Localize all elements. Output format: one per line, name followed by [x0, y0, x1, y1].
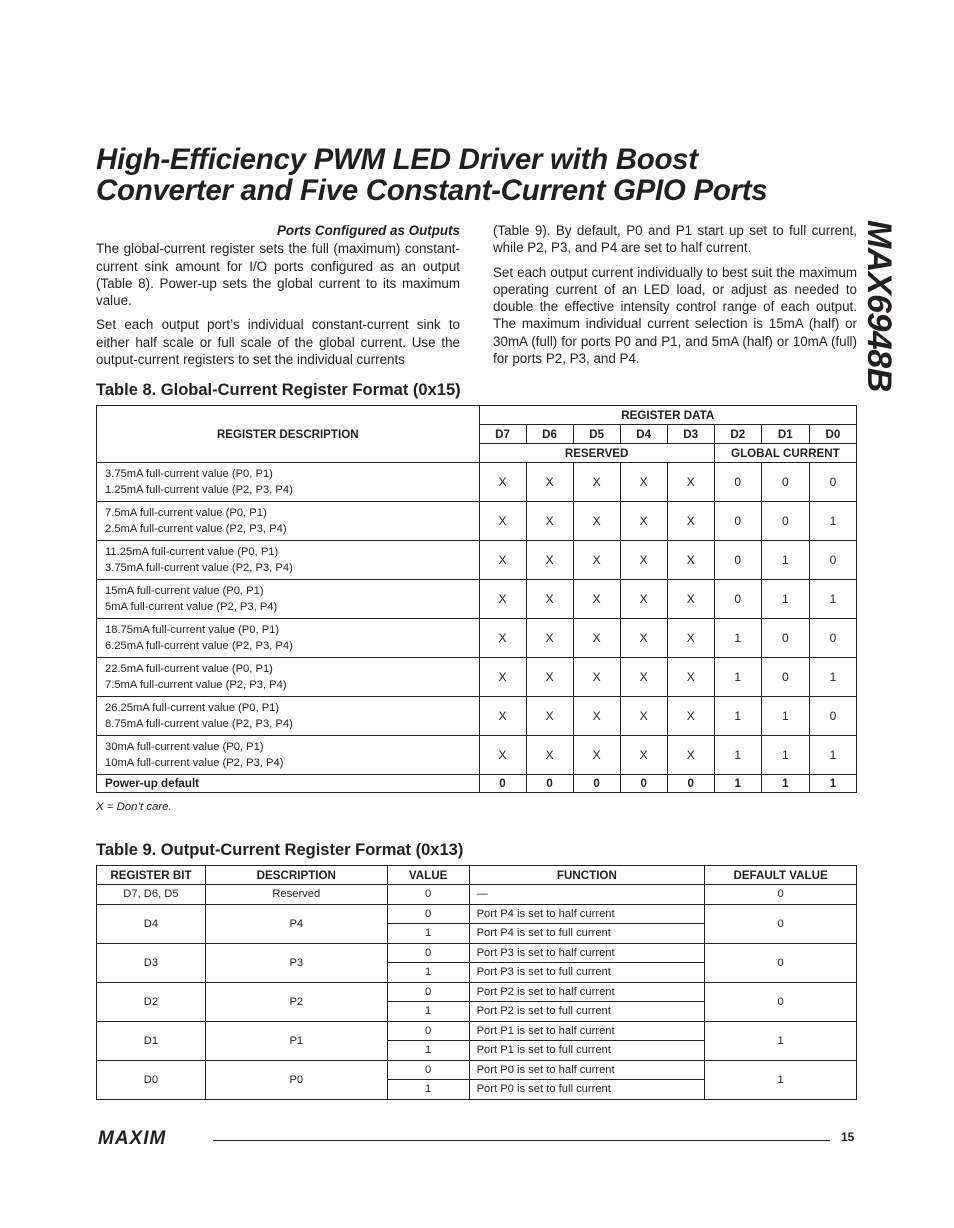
- header-bit: D2: [714, 425, 761, 444]
- bit-value-cell: X: [620, 502, 667, 541]
- value-cell: 0: [387, 1021, 469, 1041]
- powerup-value-cell: 0: [573, 775, 620, 793]
- description-cell: Reserved: [205, 885, 387, 905]
- table-row: [97, 736, 857, 775]
- register-bit-cell: D3: [97, 943, 206, 982]
- description-cell: P0: [205, 1060, 387, 1099]
- table8-caption: Table 8. Global-Current Register Format (0x15): [96, 381, 461, 399]
- table-row: [97, 982, 857, 1002]
- bit-value-cell: X: [667, 580, 714, 619]
- description-line: 22.5mA full-current value (P0, P1): [105, 663, 273, 675]
- register-bit-cell: D0: [97, 1060, 206, 1099]
- table-row: [97, 658, 857, 697]
- bit-value-cell: X: [479, 541, 526, 580]
- function-cell: Port P3 is set to half current: [469, 943, 705, 963]
- description-cell: P1: [205, 1021, 387, 1060]
- bit-value-cell: X: [573, 658, 620, 697]
- powerup-row: [97, 775, 857, 793]
- bit-value-cell: X: [526, 619, 573, 658]
- description-line: 10mA full-current value (P2, P3, P4): [105, 757, 284, 769]
- default-value-cell: 0: [705, 982, 857, 1021]
- value-cell: 1: [387, 1002, 469, 1022]
- description-cell: [97, 580, 480, 619]
- bit-value-cell: X: [526, 463, 573, 502]
- bit-value-cell: X: [479, 658, 526, 697]
- bit-value-cell: X: [479, 619, 526, 658]
- function-cell: Port P4 is set to full current: [469, 924, 705, 944]
- bit-value-cell: X: [526, 580, 573, 619]
- value-cell: 0: [387, 982, 469, 1002]
- table-row: [97, 1021, 857, 1041]
- bit-value-cell: X: [573, 619, 620, 658]
- register-bit-cell: D4: [97, 904, 206, 943]
- default-value-cell: 1: [705, 1060, 857, 1099]
- bit-value-cell: 0: [809, 697, 856, 736]
- global-current-table: [96, 405, 857, 793]
- bit-value-cell: 0: [809, 541, 856, 580]
- table-row: [97, 463, 857, 502]
- bit-value-cell: 1: [714, 736, 761, 775]
- table-row: [97, 502, 857, 541]
- function-cell: Port P1 is set to half current: [469, 1021, 705, 1041]
- bit-value-cell: 0: [761, 463, 809, 502]
- function-cell: —: [469, 885, 705, 905]
- bit-value-cell: X: [479, 580, 526, 619]
- description-cell: [97, 658, 480, 697]
- description-cell: [97, 619, 480, 658]
- function-cell: Port P0 is set to half current: [469, 1060, 705, 1080]
- output-current-table: [96, 865, 857, 1100]
- section-subheading: Ports Configured as Outputs: [276, 223, 460, 238]
- bit-value-cell: X: [573, 580, 620, 619]
- powerup-value-cell: 0: [620, 775, 667, 793]
- header-default-value: DEFAULT VALUE: [705, 866, 857, 885]
- value-cell: 1: [387, 1041, 469, 1061]
- register-bit-cell: D7, D6, D5: [97, 885, 206, 905]
- bit-value-cell: X: [667, 658, 714, 697]
- description-cell: [97, 463, 480, 502]
- value-cell: 0: [387, 904, 469, 924]
- bit-value-cell: X: [526, 502, 573, 541]
- header-register-description: REGISTER DESCRIPTION: [97, 406, 480, 463]
- bit-value-cell: 1: [714, 619, 761, 658]
- value-cell: 0: [387, 943, 469, 963]
- bit-value-cell: X: [526, 541, 573, 580]
- bit-value-cell: X: [620, 580, 667, 619]
- description-line: 6.25mA full-current value (P2, P3, P4): [105, 640, 293, 652]
- bit-value-cell: X: [620, 541, 667, 580]
- bit-value-cell: X: [479, 736, 526, 775]
- table9-caption: Table 9. Output-Current Register Format (0x13): [96, 841, 464, 859]
- bit-value-cell: X: [667, 736, 714, 775]
- bit-value-cell: X: [620, 697, 667, 736]
- function-cell: Port P2 is set to half current: [469, 982, 705, 1002]
- table8-body: [97, 463, 857, 793]
- description-cell: P4: [205, 904, 387, 943]
- bit-value-cell: 0: [761, 619, 809, 658]
- description-cell: [97, 736, 480, 775]
- description-line: 26.25mA full-current value (P0, P1): [105, 702, 280, 714]
- description-line: 1.25mA full-current value (P2, P3, P4): [105, 484, 293, 496]
- text-column-right: [493, 222, 857, 374]
- bit-value-cell: 1: [714, 697, 761, 736]
- table-row: [97, 885, 857, 905]
- footer-rule: [213, 1140, 830, 1141]
- description-line: 11.25mA full-current value (P0, P1): [105, 546, 279, 558]
- bit-value-cell: 1: [809, 580, 856, 619]
- bit-value-cell: X: [526, 658, 573, 697]
- maxim-logo: MAXIM: [98, 1128, 167, 1149]
- description-line: 3.75mA full-current value (P2, P3, P4): [105, 562, 293, 574]
- default-value-cell: 0: [705, 904, 857, 943]
- function-cell: Port P3 is set to full current: [469, 963, 705, 983]
- description-line: 30mA full-current value (P0, P1): [105, 741, 264, 753]
- bit-value-cell: 1: [761, 541, 809, 580]
- header-global-current: GLOBAL CURRENT: [714, 444, 856, 463]
- value-cell: 1: [387, 924, 469, 944]
- bit-value-cell: X: [620, 619, 667, 658]
- header-function: FUNCTION: [469, 866, 705, 885]
- table9-body: [97, 885, 857, 1100]
- header-reserved: RESERVED: [479, 444, 714, 463]
- description-line: 7.5mA full-current value (P0, P1): [105, 507, 267, 519]
- register-bit-cell: D2: [97, 982, 206, 1021]
- powerup-value-cell: 0: [479, 775, 526, 793]
- table-row: [97, 904, 857, 924]
- bit-value-cell: X: [573, 541, 620, 580]
- paragraph: Set each output current individually to best suit the maximum operating current of an LED load, or adjust as needed to double the effective intensity control range of each output. The maximum individual current selection is 15mA (half) or 30mA (full) for ports P0 and P1, and 5mA (half) or 10mA (full) for ports P2, P3, and P4.: [493, 264, 857, 367]
- bit-value-cell: 1: [761, 580, 809, 619]
- table-row: [97, 943, 857, 963]
- bit-value-cell: X: [573, 736, 620, 775]
- bit-value-cell: 0: [714, 580, 761, 619]
- header-bit: D7: [479, 425, 526, 444]
- paragraph: Set each output port’s individual constant-current sink to either half scale or full scale of the global current. Use the output-current registers to set the individual currents: [96, 317, 460, 368]
- text-column-left: [96, 222, 460, 375]
- bit-value-cell: 0: [714, 463, 761, 502]
- bit-value-cell: X: [526, 697, 573, 736]
- header-bit: D4: [620, 425, 667, 444]
- bit-value-cell: X: [667, 502, 714, 541]
- bit-value-cell: X: [479, 502, 526, 541]
- header-description: DESCRIPTION: [205, 866, 387, 885]
- bit-value-cell: 0: [761, 658, 809, 697]
- function-cell: Port P1 is set to full current: [469, 1041, 705, 1061]
- bit-value-cell: 1: [761, 736, 809, 775]
- bit-value-cell: X: [620, 736, 667, 775]
- header-register-data: REGISTER DATA: [479, 406, 857, 425]
- description-line: 3.75mA full-current value (P0, P1): [105, 468, 273, 480]
- header-value: VALUE: [387, 866, 469, 885]
- bit-value-cell: X: [526, 736, 573, 775]
- function-cell: Port P2 is set to full current: [469, 1002, 705, 1022]
- part-number-sidebar: [854, 220, 898, 400]
- description-cell: P2: [205, 982, 387, 1021]
- register-bit-cell: D1: [97, 1021, 206, 1060]
- powerup-value-cell: 1: [761, 775, 809, 793]
- default-value-cell: 0: [705, 885, 857, 905]
- description-line: 5mA full-current value (P2, P3, P4): [105, 601, 278, 613]
- description-line: 7.5mA full-current value (P2, P3, P4): [105, 679, 287, 691]
- description-cell: [97, 697, 480, 736]
- table-row: [97, 541, 857, 580]
- bit-value-cell: 1: [714, 658, 761, 697]
- bit-value-cell: 0: [809, 463, 856, 502]
- paragraph: The global-current register sets the full (maximum) constant-current sink amount for I/O ports configured as an output (Table 8). Power-up sets the global current to its maximum value.: [96, 241, 460, 309]
- header-bit: D1: [761, 425, 809, 444]
- paragraph: (Table 9). By default, P0 and P1 start up set to full current, while P2, P3, and P4 are set to half current.: [493, 223, 857, 256]
- bit-value-cell: X: [479, 697, 526, 736]
- header-register-bit: REGISTER BIT: [97, 866, 206, 885]
- page-title: [96, 144, 876, 206]
- powerup-value-cell: 0: [667, 775, 714, 793]
- table-row: [97, 619, 857, 658]
- description-cell: P3: [205, 943, 387, 982]
- description-cell: [97, 502, 480, 541]
- bit-value-cell: 1: [809, 736, 856, 775]
- description-line: 8.75mA full-current value (P2, P3, P4): [105, 718, 293, 730]
- value-cell: 0: [387, 1060, 469, 1080]
- value-cell: 1: [387, 963, 469, 983]
- description-line: 15mA full-current value (P0, P1): [105, 585, 264, 597]
- powerup-value-cell: 0: [526, 775, 573, 793]
- title-line-1: High-Efficiency PWM LED Driver with Boost: [96, 143, 698, 176]
- header-bit: D0: [809, 425, 856, 444]
- header-bit: D5: [573, 425, 620, 444]
- value-cell: 0: [387, 885, 469, 905]
- table8-note: X = Don’t care.: [96, 801, 172, 813]
- bit-value-cell: X: [479, 463, 526, 502]
- bit-value-cell: X: [573, 463, 620, 502]
- default-value-cell: 0: [705, 943, 857, 982]
- bit-value-cell: 0: [714, 541, 761, 580]
- value-cell: 1: [387, 1080, 469, 1100]
- part-number: MAX6948B: [860, 220, 898, 392]
- page-number: 15: [841, 1130, 855, 1144]
- bit-value-cell: 1: [809, 502, 856, 541]
- bit-value-cell: X: [667, 619, 714, 658]
- default-value-cell: 1: [705, 1021, 857, 1060]
- table-row: [97, 580, 857, 619]
- function-cell: Port P4 is set to half current: [469, 904, 705, 924]
- bit-value-cell: 0: [809, 619, 856, 658]
- description-cell: [97, 541, 480, 580]
- bit-value-cell: X: [573, 502, 620, 541]
- powerup-value-cell: 1: [714, 775, 761, 793]
- bit-value-cell: 0: [714, 502, 761, 541]
- bit-value-cell: X: [573, 697, 620, 736]
- bit-value-cell: 0: [761, 502, 809, 541]
- powerup-value-cell: 1: [809, 775, 856, 793]
- bit-value-cell: X: [620, 658, 667, 697]
- bit-value-cell: X: [667, 697, 714, 736]
- description-line: 2.5mA full-current value (P2, P3, P4): [105, 523, 287, 535]
- powerup-label: Power-up default: [97, 775, 480, 793]
- table-row: [97, 697, 857, 736]
- bit-value-cell: 1: [809, 658, 856, 697]
- function-cell: Port P0 is set to full current: [469, 1080, 705, 1100]
- bit-value-cell: 1: [761, 697, 809, 736]
- description-line: 18.75mA full-current value (P0, P1): [105, 624, 280, 636]
- table-row: [97, 1060, 857, 1080]
- header-bit: D6: [526, 425, 573, 444]
- header-bit: D3: [667, 425, 714, 444]
- bit-value-cell: X: [620, 463, 667, 502]
- bit-value-cell: X: [667, 541, 714, 580]
- title-line-2: Converter and Five Constant-Current GPIO Ports: [96, 174, 768, 207]
- bit-value-cell: X: [667, 463, 714, 502]
